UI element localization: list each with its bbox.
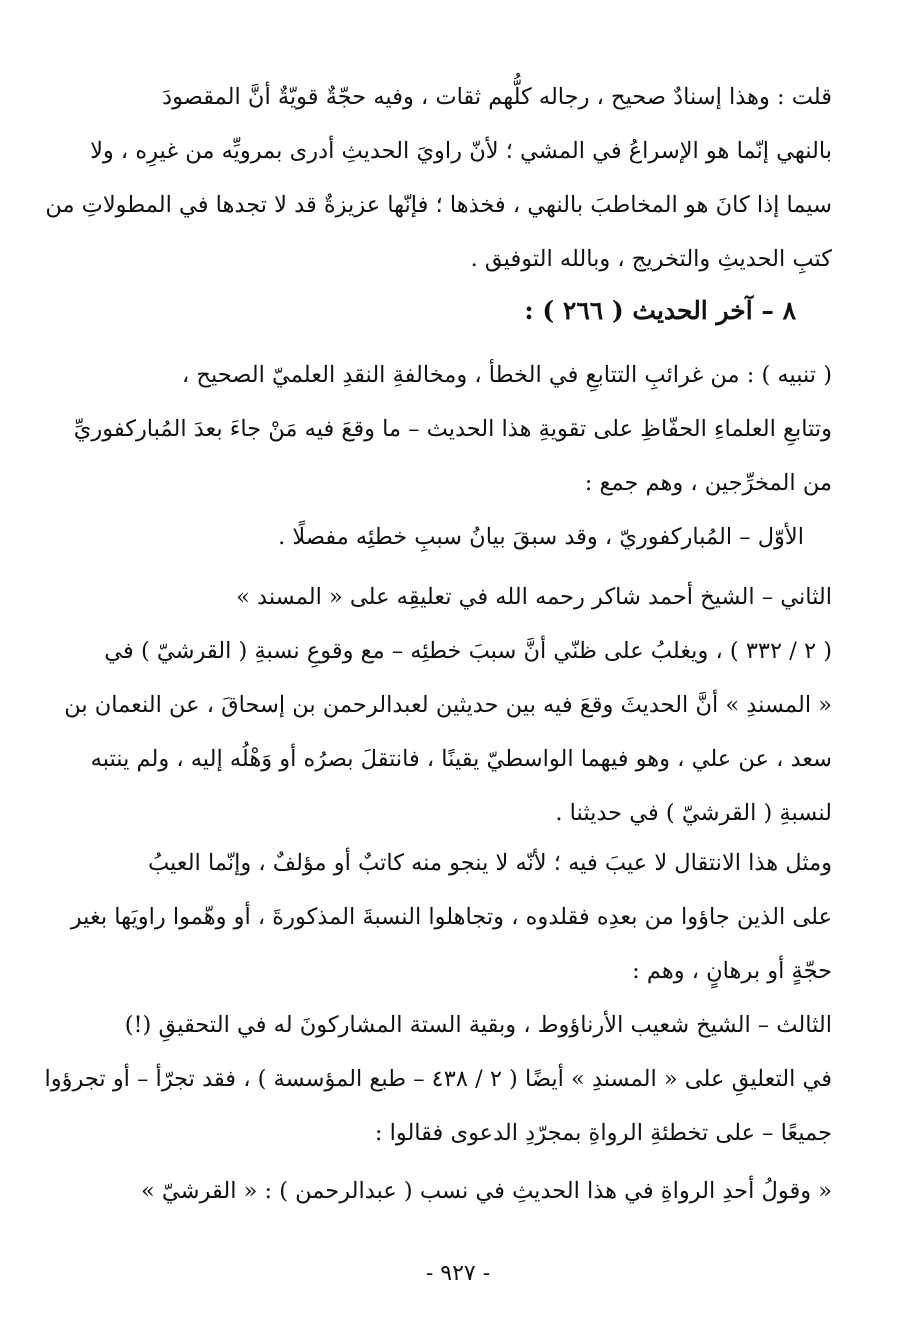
text-line: الثالث – الشيخ شعيب الأرناؤوط ، وبقية الستة المشاركونَ له في التحقيقِ (!) [124,1012,832,1038]
text-line: بالنهي إنّما هو الإسراعُ في المشي ؛ لأنّ راويَ الحديثِ أدرى بمرويِّه من غيرِه ، ولا [90,138,832,164]
text-line: من المخرِّجين ، وهم جمع : [584,470,832,496]
paragraph-transition [70,836,832,998]
paragraph-third [44,998,832,1160]
text-line: حجّةٍ أو برهانٍ ، وهم : [632,958,832,984]
text-line: ( تنبيه ) : من غرائبِ التتابعِ في الخطأ ، ومخالفةِ النقدِ العلميّ الصحيح ، [182,362,832,388]
text-line: في التعليقِ على « المسندِ » أيضًا ( ٢ / ٤٣٨ – طبع المؤسسة ) ، فقد تجرّأ – أو تجرؤوا [44,1066,832,1092]
section-heading: ٨ – آخر الحديث ( ٢٦٦ ) : [524,296,796,325]
paragraph-conclusion [45,70,832,286]
paragraph-quote [92,1164,832,1218]
page-number: - ٩٢٧ - [425,1261,491,1286]
text-line: لنسبةِ ( القرشيّ ) في حديثنا . [555,800,832,826]
text-line: وتتابعِ العلماءِ الحفّاظِ على تقويةِ هذا الحديث – ما وقعَ فيه مَنْ جاءَ بعدَ المُباركفوريِّ [73,416,832,442]
paragraph-second [64,570,832,840]
paragraph-note [73,348,832,510]
text-line: قلت : وهذا إسنادٌ صحيح ، رجاله كلُّهم ثقات ، وفيه حجّةٌ قويّةٌ أنَّ المقصودَ [162,84,832,110]
text-line: جميعًا – على تخطئةِ الرواةِ بمجرّدِ الدعوى فقالوا : [374,1120,832,1146]
paragraph-first [92,510,832,564]
text-line: سعد ، عن علي ، وهو فيهما الواسطيّ يقينًا ، فانتقلَ بصرُه أو وَهْلُه إليه ، ولم ينتبه [90,746,832,772]
text-line: الأوّل – المُباركفوريّ ، وقد سبقَ بيانُ سببِ خطئِه مفصلًا . [278,524,804,550]
text-line: الثاني – الشيخ أحمد شاكر رحمه الله في تعليقِه على « المسند » [236,584,832,610]
text-line: « المسندِ » أنَّ الحديثَ وقعَ فيه بين حديثين لعبدالرحمن بن إسحاقَ ، عن النعمان بن [64,692,832,718]
text-line: كتبِ الحديثِ والتخريج ، وبالله التوفيق . [470,246,832,272]
text-line: ومثل هذا الانتقال لا عيبَ فيه ؛ لأنّه لا ينجو منه كاتبٌ أو مؤلفٌ ، وإنّما العيبُ [147,850,832,876]
text-line: « وقولُ أحدِ الرواةِ في هذا الحديثِ في نسب ( عبدالرحمن ) : « القرشيّ » [141,1178,832,1204]
text-line: سيما إذا كانَ هو المخاطبَ بالنهي ، فخذها ؛ فإنّها عزيزةٌ قد لا تجدها في المطولاتِ من [45,192,832,218]
text-line: ( ٢ / ٣٣٢ ) ، ويغلبُ على ظنّي أنَّ سببَ خطئِه – مع وقوعِ نسبةِ ( القرشيّ ) في [104,638,832,664]
text-line: على الذين جاؤوا من بعدِه فقلدوه ، وتجاهلوا النسبةَ المذكورةَ ، أو وهّموا راويَها بغير [70,904,832,930]
